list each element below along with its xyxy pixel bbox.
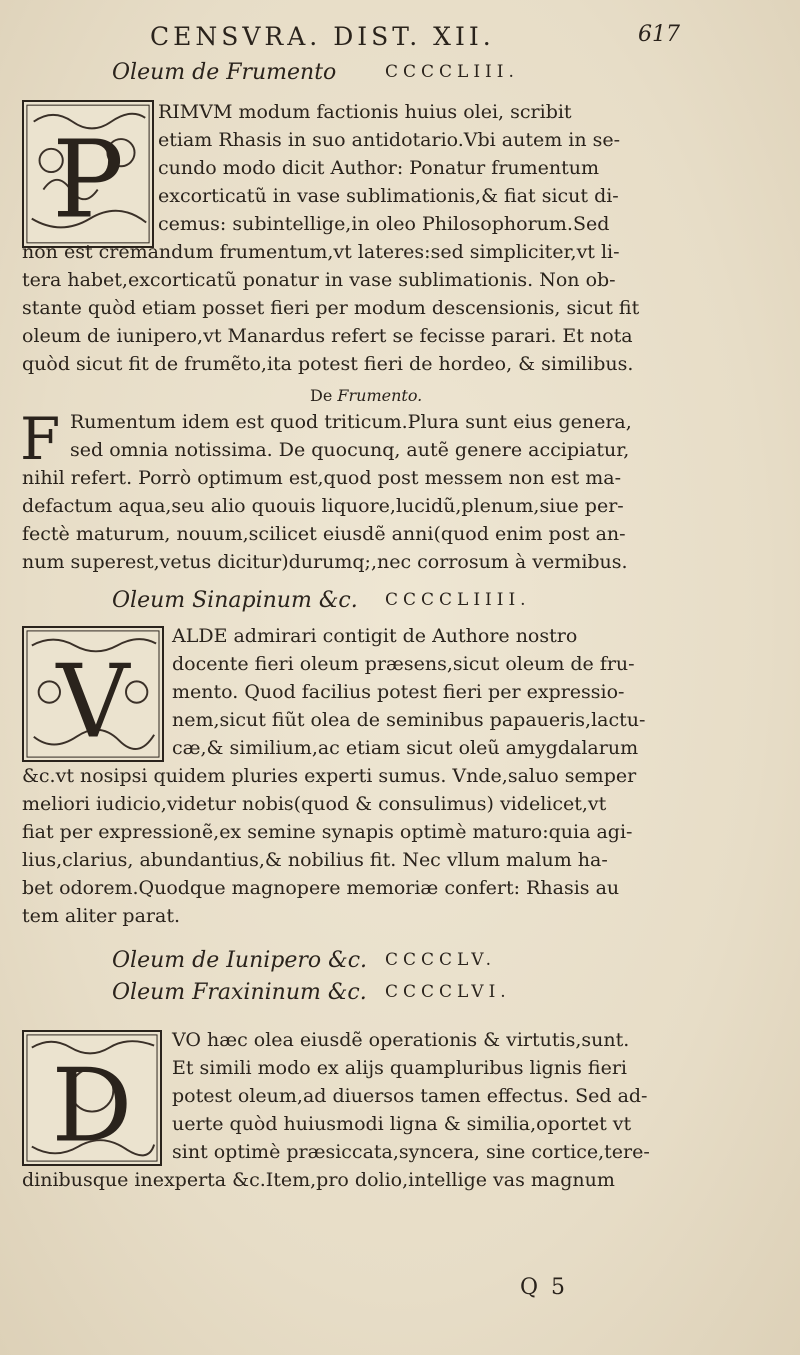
text-line: Et simili modo ex alijs quampluribus lignis fieri: [172, 1057, 627, 1079]
text-line: sed omnia notissima. De quocunq, autẽ genere accipiatur,: [70, 439, 630, 461]
text-line: defactum aqua,seu alio quouis liquore,lucidũ,plenum,siue per-: [22, 495, 624, 517]
text-line: cæ,& similium,ac etiam sicut oleũ amygdalarum: [172, 737, 639, 759]
text-line: docente fieri oleum præsens,sicut oleum de fru-: [172, 653, 635, 675]
text-line: excorticatũ in vase sublimationis,& fiat sicut di-: [158, 185, 619, 207]
text-line: uerte quòd huiusmodi ligna & similia,oportet vt: [172, 1113, 632, 1135]
text-line: cemus: subintellige,in oleo Philosophorum.Sed: [158, 213, 610, 235]
svg-text:P: P: [52, 118, 124, 243]
text-line: potest oleum,ad diuersos tamen effectus. Sed ad-: [172, 1085, 648, 1107]
section-title: Oleum Fraxininum &c.: [112, 980, 367, 1005]
svg-text:D: D: [51, 1046, 133, 1164]
running-header: [150, 22, 680, 56]
page-number: 617: [638, 22, 680, 47]
text-line: oleum de iunipero,vt Manardus refert se fecisse parari. Et nota: [22, 325, 633, 347]
text-line: cundo modo dicit Author: Ponatur frumentum: [158, 157, 600, 179]
text-line: lius,clarius, abundantius,& nobilius fit. Nec vllum malum ha-: [22, 849, 608, 871]
text-line: bet odorem.Quodque magnopere memoriæ confert: Rhasis au: [22, 877, 620, 899]
text-line: num superest,vetus dicitur)durumq;,nec corrosum à vermibus.: [22, 551, 628, 573]
section-heading: [100, 60, 700, 90]
section-heading: [100, 980, 700, 1010]
section-title: Oleum de Frumento: [112, 60, 337, 85]
section-number: CCCCLIII.: [385, 62, 519, 82]
running-title: CENSVRA. DIST. XII.: [150, 22, 495, 51]
text-line: VO hæc olea eiusdẽ operationis & virtutis,sunt.: [172, 1029, 630, 1051]
section-number: CCCCLV.: [385, 950, 497, 970]
text-line: RIMVM modum factionis huius olei, scribit: [158, 101, 572, 123]
svg-text:V: V: [56, 642, 130, 760]
initial-letter-f: F: [20, 405, 61, 473]
catchword: Q 5: [520, 1275, 569, 1300]
text-line: quòd sicut fit de frumẽto,ita potest fieri de hordeo, & similibus.: [22, 353, 634, 375]
section-number: CCCCLVI.: [385, 982, 511, 1002]
section-body: [22, 1026, 732, 1194]
text-line: sint optimè præsiccata,syncera, sine cortice,tere-: [172, 1141, 650, 1163]
text-line: fectè maturum, nouum,scilicet eiusdẽ anni(quod enim post an-: [22, 523, 626, 545]
subheading-prefix: De: [310, 386, 338, 405]
section-body: [22, 98, 732, 378]
text-line: Rumentum idem est quod triticum.Plura sunt eius genera,: [70, 411, 632, 433]
subheading: [310, 386, 422, 405]
section-body: [20, 405, 732, 576]
section-heading: [100, 588, 700, 618]
subheading-word: Frumento.: [337, 386, 423, 405]
text-line: mento. Quod facilius potest fieri per expressio-: [172, 681, 625, 703]
text-line: ALDE admirari contigit de Authore nostro: [172, 625, 578, 647]
text-line: fiat per expressionẽ,ex semine synapis optimè maturo:quia agi-: [22, 821, 633, 843]
text-line: dinibusque inexperta &c.Item,pro dolio,intellige vas magnum: [22, 1169, 615, 1191]
section-number: CCCCLIIII.: [385, 590, 531, 610]
text-line: meliori iudicio,videtur nobis(quod & consulimus) videlicet,vt: [22, 793, 607, 815]
section-title: Oleum Sinapinum &c.: [112, 588, 358, 613]
text-line: tem aliter parat.: [22, 905, 180, 927]
text-line: etiam Rhasis in suo antidotario.Vbi autem in se-: [158, 129, 621, 151]
section-body: [22, 622, 732, 930]
text-line: nihil refert. Porrò optimum est,quod post messem non est ma-: [22, 467, 622, 489]
text-line: &c.vt nosipsi quidem pluries experti sumus. Vnde,saluo semper: [22, 765, 637, 787]
text-line: nem,sicut fiũt olea de seminibus papaueris,lactu-: [172, 709, 646, 731]
text-line: tera habet,excorticatũ ponatur in vase sublimationis. Non ob-: [22, 269, 616, 291]
text-line: stante quòd etiam posset fieri per modum descensionis, sicut fit: [22, 297, 640, 319]
section-heading: [100, 948, 700, 978]
text-line: non est cremandum frumentum,vt lateres:sed simpliciter,vt li-: [22, 241, 620, 263]
section-title: Oleum de Iunipero &c.: [112, 948, 368, 973]
